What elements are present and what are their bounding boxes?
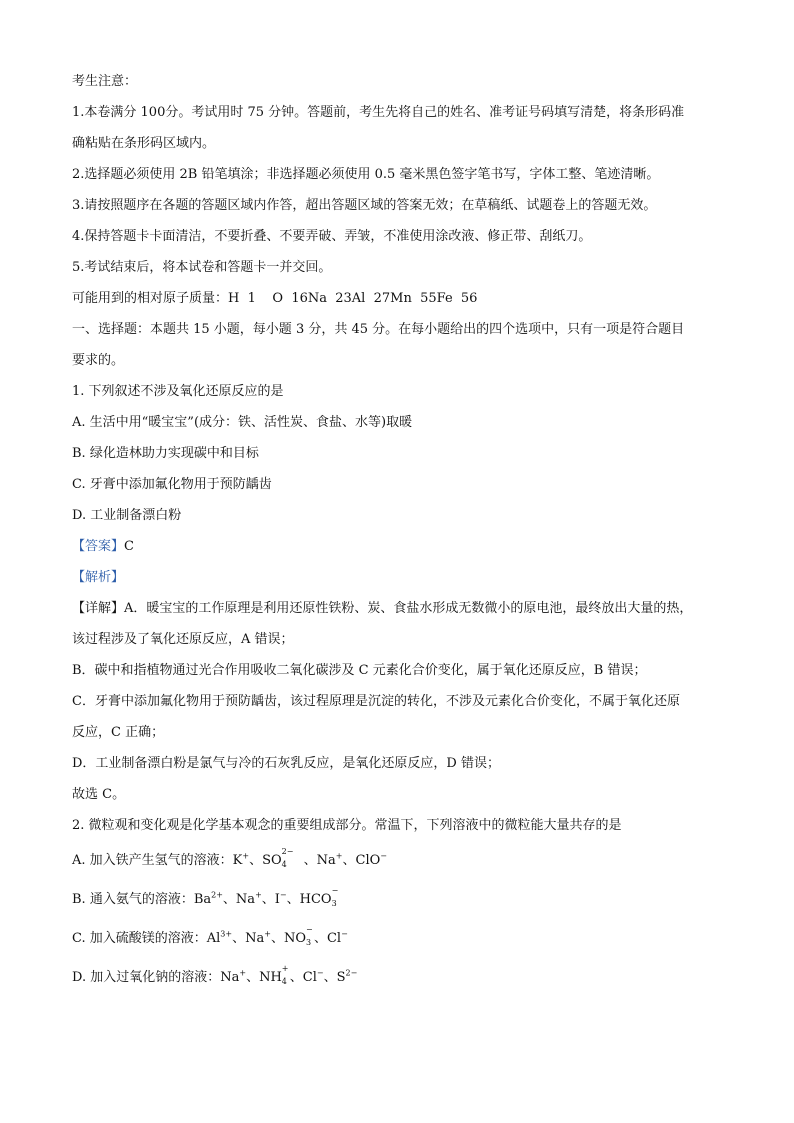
q1-analysis-label	[72, 562, 732, 593]
q2d-nh: 、NH	[246, 970, 282, 985]
q2c-al-charge: 3+	[220, 929, 233, 939]
q1-option-c: C. 牙膏中添加氟化物用于预防龋齿	[72, 477, 272, 492]
q2a-k-charge: +	[242, 851, 250, 861]
q2-option-a	[72, 841, 732, 880]
q2b-i: 、I	[261, 892, 280, 907]
q2c-cl: 、Cl	[313, 931, 342, 946]
notice-item-2: 2.选择题必须使用 2B 铅笔填涂；非选择题必须使用 0.5 毫米黑色签字笔书写，字体工整、笔迹清晰。	[72, 167, 660, 182]
q2d-s: 、S	[323, 970, 346, 985]
q2d-na-charge: +	[239, 968, 247, 978]
detail-label: 【详解】	[72, 601, 125, 616]
notice-item-1: 1.本卷满分 100分。考试用时 75 分钟。答题前，考生先将自己的姓名、准考证号码填写清楚，将条形码准	[72, 105, 685, 120]
q2d-cl: 、Cl	[289, 970, 317, 985]
q1-option-a: A. 生活中用“暖宝宝”(成分：铁、活性炭、食盐、水等)取暖	[72, 415, 413, 430]
q2-stem: 2. 微粒观和变化观是化学基本观念的重要组成部分。常温下，下列溶液中的微粒能大量共存的是	[72, 818, 622, 833]
q2d-nh-script	[281, 963, 290, 986]
q2c-no-charge: −	[305, 924, 313, 934]
q2b-na: 、Na	[222, 892, 256, 907]
q2-option-c	[72, 919, 732, 958]
exam-page	[72, 66, 732, 997]
q2c-na-charge: +	[264, 929, 271, 939]
q1-detail-6: D．工业制备漂白粉是氯气与冷的石灰乳反应，是氧化还原反应，D 错误；	[72, 756, 500, 771]
q2-option-b	[72, 880, 732, 919]
notice-item-5: 5.考试结束后，将本试卷和答题卡一并交回。	[72, 260, 332, 275]
q2c-prefix: C. 加入硫酸镁的溶液：Al	[72, 931, 221, 946]
q1-detail-3: B．碳中和指植物通过光合作用吸收二氧化碳涉及 C 元素化合价变化，属于氧化还原反应，B 错误；	[72, 663, 647, 678]
notice-title: 考生注意：	[72, 74, 138, 89]
q1-detail-4: C．牙膏中添加氟化物用于预防龋齿，该过程原理是沉淀的转化，不涉及元素化合价变化，不属于氧化还原	[72, 694, 680, 709]
q1-answer	[72, 531, 732, 562]
notice-item-1-cont: 确粘贴在条形码区域内。	[72, 136, 216, 151]
answer-value: C	[124, 539, 134, 554]
q1-detail-1	[72, 593, 732, 624]
q2d-prefix: D. 加入过氧化钠的溶液：Na	[72, 970, 240, 985]
detail-text: A．暖宝宝的工作原理是利用还原性铁粉、炭、食盐水形成无数微小的原电池，最终放出大量的热，	[124, 601, 693, 616]
q2a-prefix: A. 加入铁产生氢气的溶液：K	[72, 853, 243, 868]
notice-item-4: 4.保持答题卡卡面清洁，不要折叠、不要弄破、弄皱，不准使用涂改液、修正带、刮纸刀。	[72, 229, 592, 244]
q2a-na: 、Na	[303, 853, 336, 868]
q2b-ba-charge: 2+	[211, 890, 223, 900]
q2b-i-charge: −	[279, 890, 287, 900]
q2b-prefix: B. 通入氨气的溶液：Ba	[72, 892, 212, 907]
section-heading: 一、选择题：本题共 15 小题，每小题 3 分，共 45 分。在每小题给出的四个选项中，只有一项是符合题目	[72, 322, 685, 337]
q1-stem: 1. 下列叙述不涉及氧化还原反应的是	[72, 384, 284, 399]
q2a-so-sub: 4	[281, 859, 287, 869]
q2b-na-charge: +	[255, 890, 262, 900]
q2c-no: 、NO	[270, 931, 306, 946]
q2b-hco-script	[331, 885, 340, 908]
q2b-hco: 、HCO	[286, 892, 332, 907]
q2a-so-script	[281, 846, 294, 869]
q2c-cl-charge: −	[341, 929, 348, 939]
answer-label: 【答案】	[72, 539, 125, 554]
q1-option-d: D. 工业制备漂白粉	[72, 508, 182, 523]
atomic-mass-line: 可能用到的相对原子质量：H 1 O 16Na 23Al 27Mn 55Fe 56	[72, 291, 478, 306]
q2c-na: 、Na	[232, 931, 265, 946]
q2a-na-charge: +	[335, 851, 343, 861]
q2d-nh-charge: +	[281, 963, 289, 973]
analysis-label: 【解析】	[72, 570, 125, 585]
q2d-nh-sub: 4	[281, 976, 287, 986]
q2b-hco-charge: −	[331, 885, 339, 895]
section-heading-cont: 要求的。	[72, 353, 125, 368]
q2c-no-script	[305, 924, 314, 947]
q1-detail-2: 该过程涉及了氧化还原反应，A 错误；	[72, 632, 294, 647]
q2d-cl-charge: −	[316, 968, 324, 978]
q2d-s-charge: 2−	[345, 968, 358, 978]
q2c-no-sub: 3	[305, 937, 312, 947]
q2-option-d	[72, 958, 732, 997]
q1-detail-5: 反应，C 正确；	[72, 725, 165, 740]
q2a-so: 、SO	[249, 853, 282, 868]
q2b-hco-sub: 3	[331, 898, 337, 908]
q2a-clo-charge: −	[380, 851, 387, 861]
q1-detail-7: 故选 C。	[72, 787, 126, 802]
q2a-so-charge: 2−	[281, 846, 294, 856]
q1-option-b: B. 绿化造林助力实现碳中和目标	[72, 446, 259, 461]
q2a-clo: 、ClO	[342, 853, 381, 868]
notice-item-3: 3.请按照题序在各题的答题区域内作答，超出答题区域的答案无效；在草稿纸、试题卷上的答题无效。	[72, 198, 657, 213]
